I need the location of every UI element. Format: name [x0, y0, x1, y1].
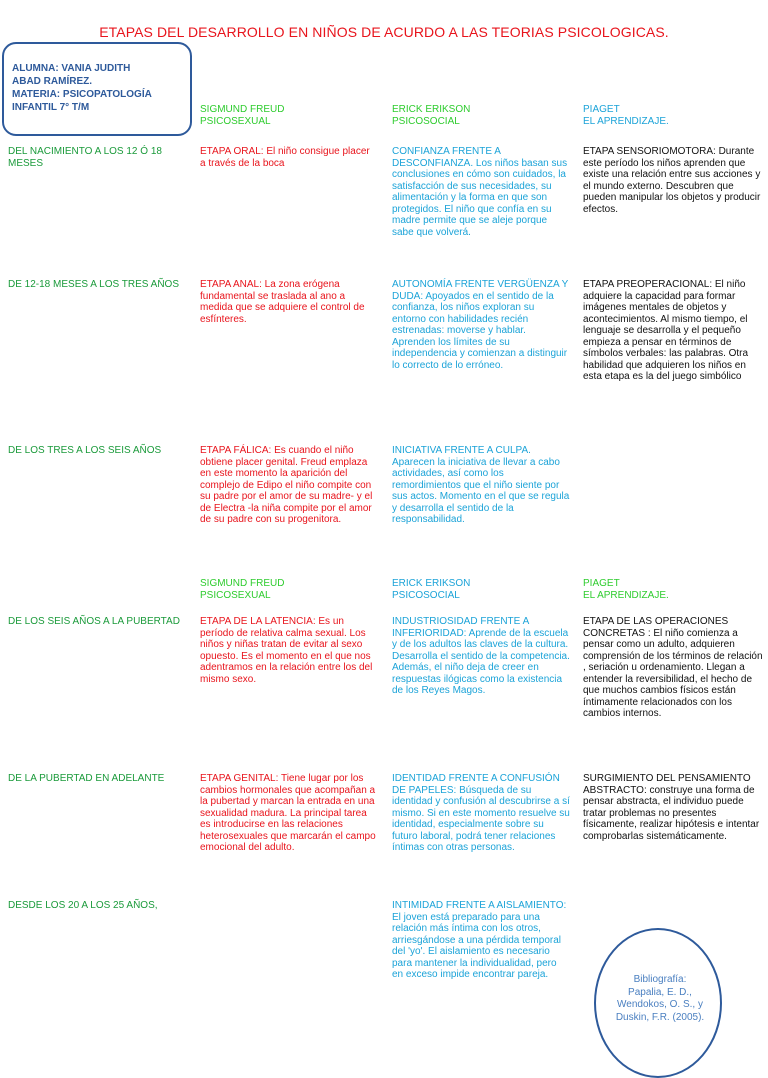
erikson-intimacy: INTIMIDAD FRENTE A AISLAMIENTO: El joven está preparado para una relación más íntima con los otros, arriesgándose a una pérdida temporal del 'yo'. El aislamiento es necesario para mantener la individualidad, pero en exceso impide encontrar pareja.: [392, 900, 567, 980]
erikson-industry: INDUSTRIOSIDAD FRENTE A INFERIORIDAD: Aprende de la escuela y de los adultos las claves de la cultura. Desarrolla el sentido de la competencia. Además, el niño deja de creer en respuestas ilógicas como la existencia de los Reyes Magos.: [392, 616, 570, 696]
piaget-abstract: SURGIMIENTO DEL PENSAMIENTO ABSTRACTO: construye una forma de pensar abstracta, el individuo puede tratar problemas no presentes físicamente, realizar hipótesis e intentar comprobarlas sistemáticamente.: [583, 773, 760, 842]
header-erikson: ERICK ERIKSON PSICOSOCIAL: [392, 104, 471, 127]
erikson-identity: IDENTIDAD FRENTE A CONFUSIÓN DE PAPELES: Búsqueda de su identidad y confusión al descubrirse a sí mismo. Si en este momento resuelve su identidad, especialmente sobre su futuro laboral, podrá tener relaciones íntimas con otras personas.: [392, 773, 570, 853]
freud-oral: ETAPA ORAL: El niño consigue placer a través de la boca: [200, 146, 370, 169]
stage-label-preschool: DE LOS TRES A LOS SEIS AÑOS: [8, 445, 162, 456]
subject-line2: INFANTIL 7° T/M: [12, 102, 90, 113]
stage-label-young-adult: DESDE LOS 20 A LOS 25 AÑOS,: [8, 900, 158, 911]
header-erikson-2: ERICK ERIKSON PSICOSOCIAL: [392, 578, 471, 601]
stage-label-birth: DEL NACIMIENTO A LOS 12 Ó 18 MESES: [8, 146, 162, 169]
page-title: ETAPAS DEL DESARROLLO EN NIÑOS DE ACURDO A LAS TEORIAS PSICOLOGICAS.: [99, 24, 669, 40]
erikson-trust: CONFIANZA FRENTE A DESCONFIANZA. Los niños basan sus conclusiones en cómo son cuidados, la satisfacción de sus necesidades, su alimentación y la forma en que son protegidos. El niño que confía en su madre permite que se aleje porque sabe que volverá.: [392, 146, 568, 238]
header-freud-2: SIGMUND FREUD PSICOSEXUAL: [200, 578, 285, 601]
freud-genital: ETAPA GENITAL: Tiene lugar por los cambios hormonales que acompañan a la pubertad y marcan la entrada en una sexualidad madura. La principal tarea es introducirse en las relaciones heterosexuales que marcarán el campo emocional del adulto.: [200, 773, 376, 853]
header-piaget-2: PIAGET EL APRENDIZAJE.: [583, 578, 669, 601]
piaget-sensorimotor: ETAPA SENSORIOMOTORA: Durante este período los niños aprenden que existe una relación entre sus acciones y el mundo externo. Descubren que pueden manipular los objetos y producir efectos.: [583, 146, 761, 215]
freud-anal: ETAPA ANAL: La zona erógena fundamental se traslada al ano a medida que se adquiere el control de esfínteres.: [200, 279, 365, 325]
bibliography: Bibliografía: Papalia, E. D., Wendokos, O. S., y Duskin, F.R. (2005).: [615, 974, 705, 1023]
freud-phallic: ETAPA FÁLICA: Es cuando el niño obtiene placer genital. Freud emplaza en este momento la aparición del complejo de Edipo el niño compite con su padre por el amor de su madre- y el de Electra -la niña compite por el amor de su padre con su progenitora.: [200, 445, 373, 525]
piaget-preoperational: ETAPA PREOPERACIONAL: El niño adquiere la capacidad para formar imágenes mentales de objetos y acontecimientos. Al mismo tiempo, el lenguaje se desarrolla y el pequeño empieza a pensar en términos de símbolos verbales: las palabras. Otra habilidad que adquieren los niños en esta etapa es la del juego simbólico: [583, 279, 749, 382]
stage-label-toddler: DE 12-18 MESES A LOS TRES AÑOS: [8, 279, 180, 290]
erikson-initiative: INICIATIVA FRENTE A CULPA. Aparecen la iniciativa de llevar a cabo actividades, así como los remordimientos que el niño siente por sus actos. Momento en el que se regula y desarrolla el sentido de la responsabilidad.: [392, 445, 570, 525]
student-name-line2: ABAD RAMÍREZ.: [12, 76, 92, 87]
header-piaget: PIAGET EL APRENDIZAJE.: [583, 104, 669, 127]
stage-label-puberty: DE LA PUBERTAD EN ADELANTE: [8, 773, 165, 784]
erikson-autonomy: AUTONOMÍA FRENTE VERGÜENZA Y DUDA: Apoyados en el sentido de la confianza, los niños exploran su entorno con habilidades recién estrenadas: moverse y hablar. Aprenden los límites de su independencia y comienzan a distinguir lo correcto de lo erróneo.: [392, 279, 569, 371]
student-info: [12, 62, 187, 114]
student-name-line1: ALUMNA: VANIA JUDITH: [12, 63, 131, 74]
stage-label-school: DE LOS SEIS AÑOS A LA PUBERTAD: [8, 616, 180, 627]
piaget-concrete: ETAPA DE LAS OPERACIONES CONCRETAS : El niño comienza a pensar como un adulto, adquieren comprensión de los términos de relación , seriación u ordenamiento. Llegan a entender la reversibilidad, el hecho de que muchos cambios físicos están íntimamente relacionados con los cambios internos.: [583, 616, 763, 719]
subject-line1: MATERIA: PSICOPATOLOGÍA: [12, 89, 152, 100]
header-freud: SIGMUND FREUD PSICOSEXUAL: [200, 104, 285, 127]
freud-latency: ETAPA DE LA LATENCIA: Es un período de relativa calma sexual. Los niños y niñas tratan de evitar al sexo opuesto. Es el momento en el que nos adentramos en la relación entre los del mismo sexo.: [200, 616, 373, 685]
